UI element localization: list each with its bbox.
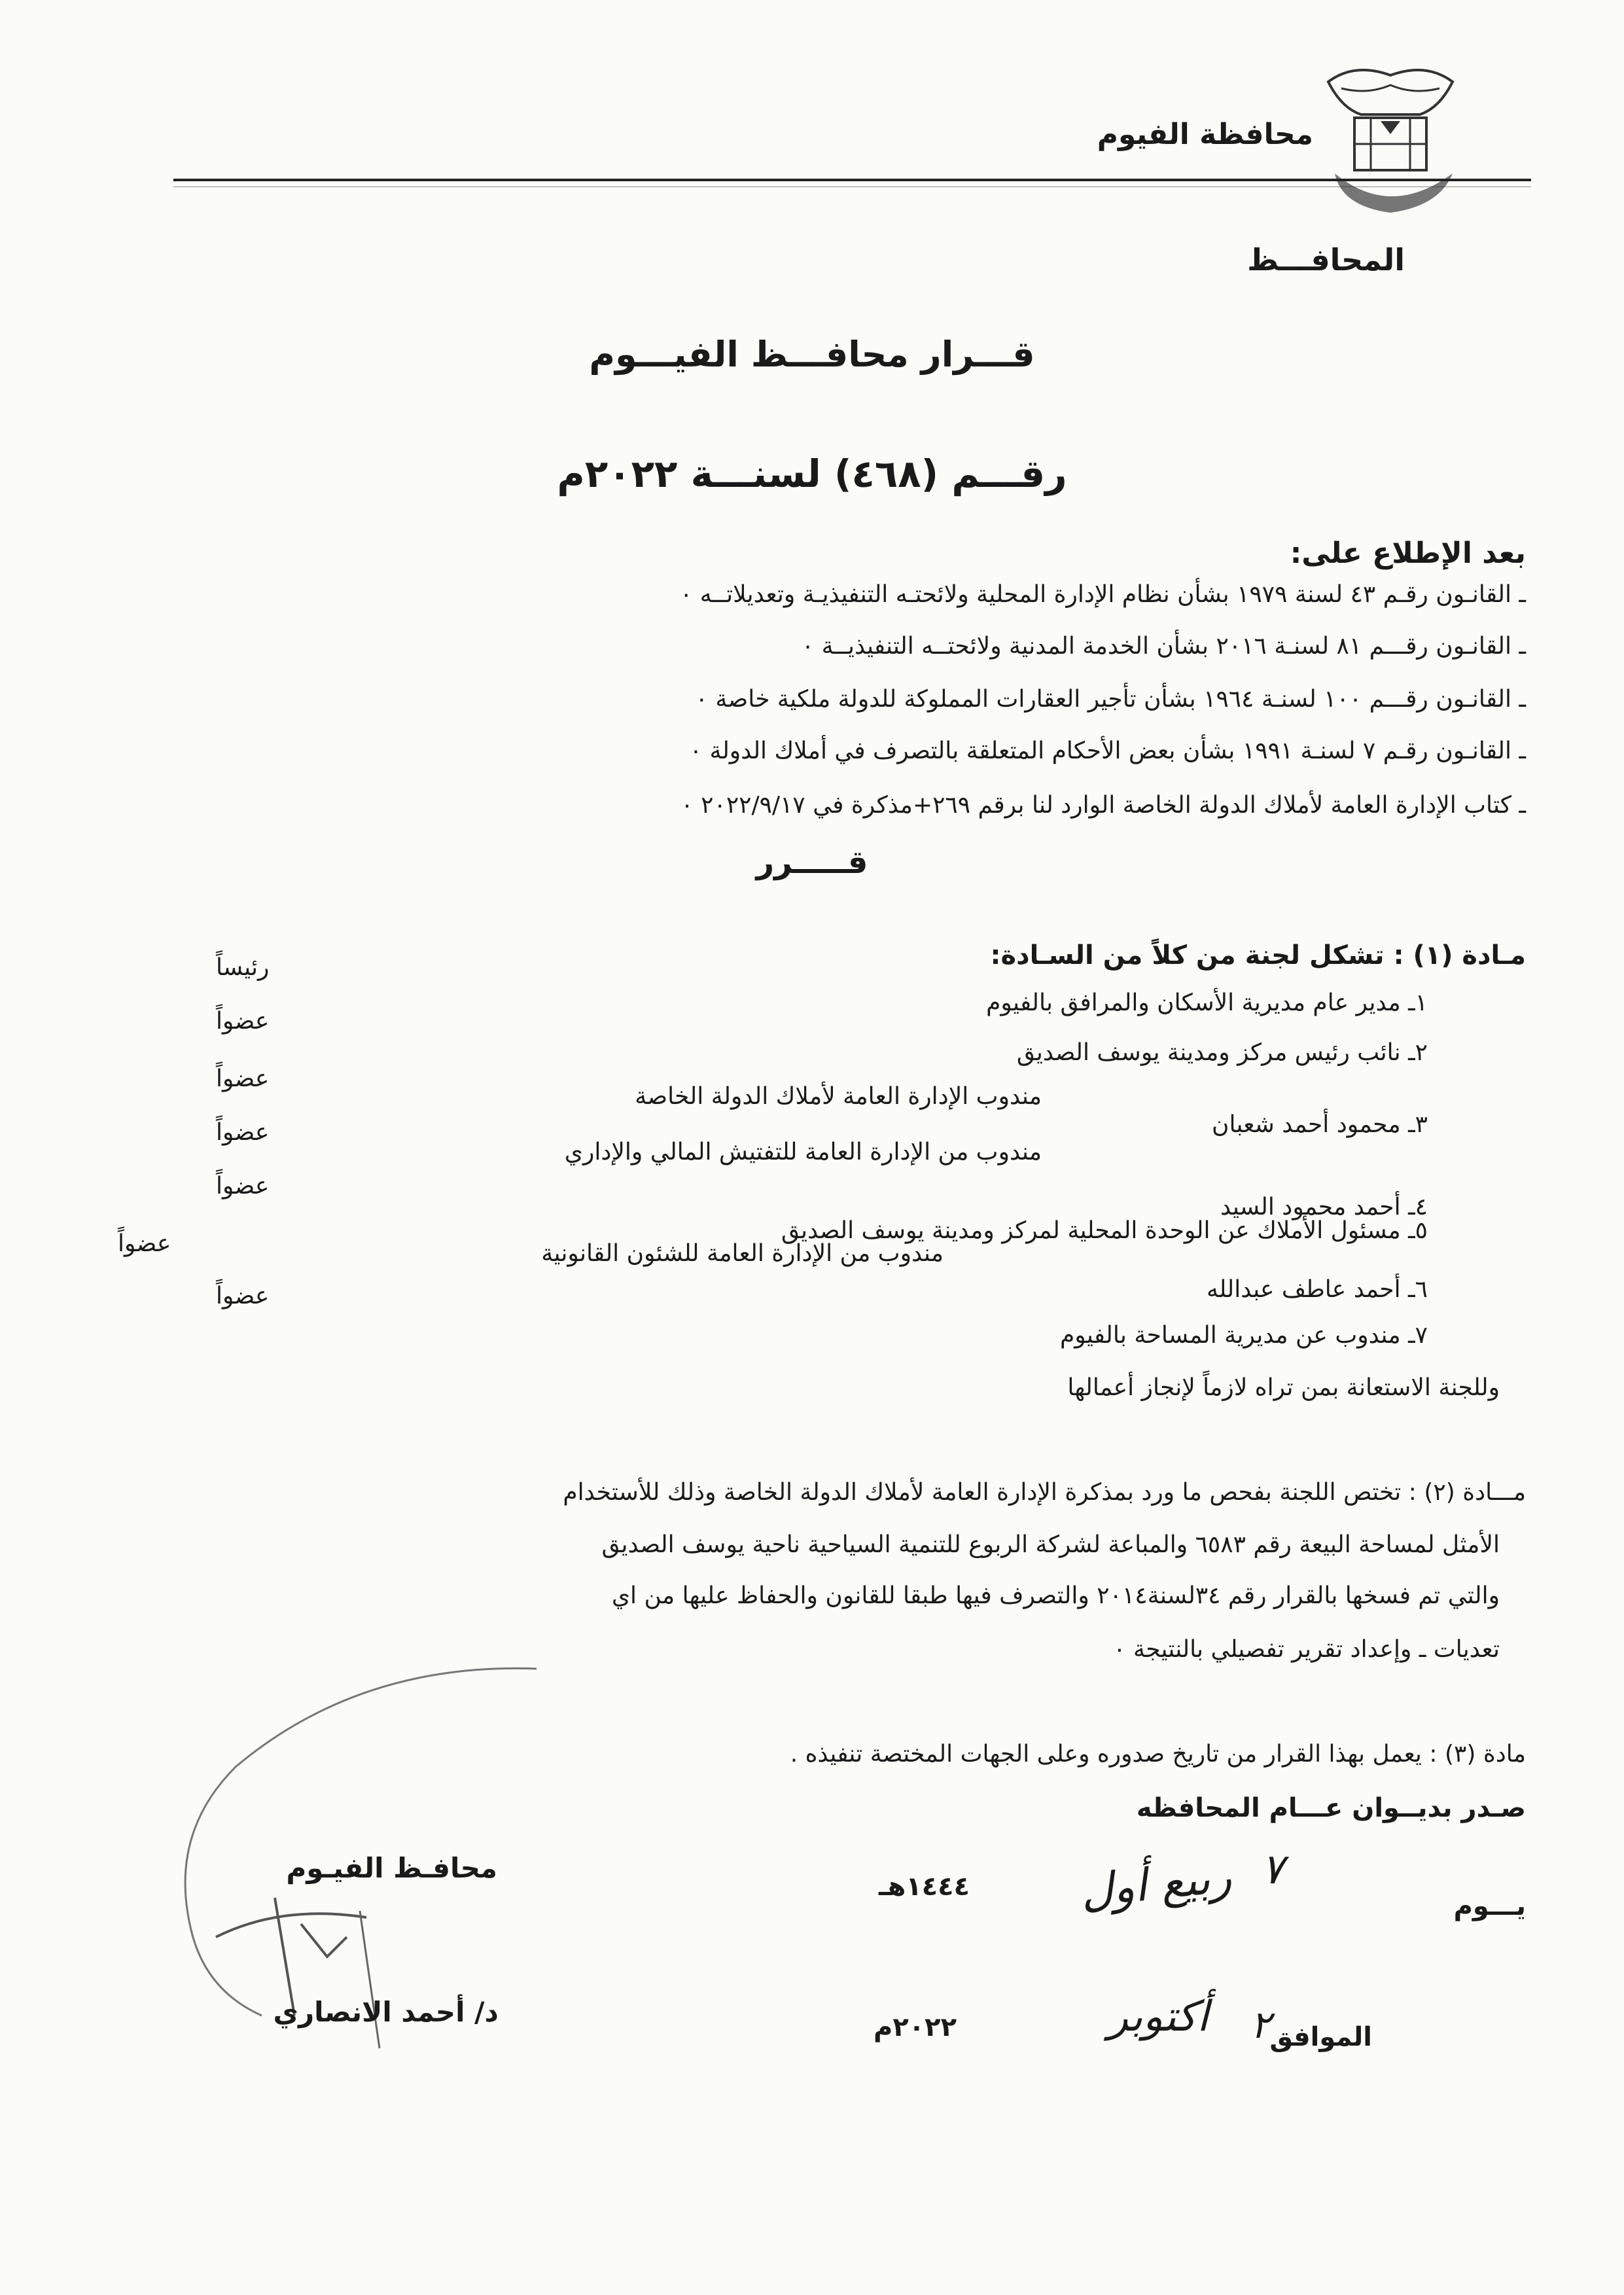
gregorian-day: ٢ [1250,2002,1271,2047]
preamble-item: ـ كتاب الإدارة العامة لأملاك الدولة الخاصة الوارد لنا برقم ٢٦٩+مذكرة في ٢٠٢٢/٩/١٧ ٠ [680,792,1526,819]
member-item: ٣ـ محمود أحمد شعبان [1212,1111,1428,1138]
article2-line: تعديات ـ وإعداد تقرير تفصيلي بالنتيجة ٠ [1113,1636,1500,1663]
member-item: ١ـ مدير عام مديرية الأسكان والمرافق بالفيوم [986,989,1428,1016]
fayoum-emblem-icon [1315,56,1466,219]
member-item: ٤ـ أحمد محمود السيد [1220,1194,1428,1220]
preamble-item: ـ القانـون رقـم ٤٣ لسنة ١٩٧٩ بشأن نظام الإدارة المحلية ولائحتـه التنفيذيـة وتعديلاتــه ٠ [679,581,1526,608]
decree-number: رقـــم (٤٦٨) لسنـــة ٢٠٢٢م [557,452,1067,496]
member-role: عضواً [216,1065,270,1092]
preamble-item: ـ القانـون رقـــم ١٠٠ لسنـة ١٩٦٤ بشأن تأجير العقارات المملوكة للدولة ملكية خاصة ٠ [695,686,1526,713]
hijri-day-label: يـــوم [1453,1891,1526,1921]
gregorian-year: ٢٠٢٢م [874,2012,957,2042]
preamble-heading: بعد الإطلاع على: [1290,537,1526,570]
decree-title: قـــرار محافـــظ الفيـــوم [589,334,1035,375]
signatory-name: د/ أحمد الانصاري [273,1996,499,2028]
article2-line: مـــادة (٢) : تختص اللجنة بفحص ما ورد بمذكرة الإدارة العامة لأملاك الدولة الخاصة وذلك للأستخدام [563,1479,1526,1506]
member-item: ٥ـ مسئول الأملاك عن الوحدة المحلية لمركز ومدينة يوسف الصديق [781,1217,1428,1244]
gregorian-month: أكتوبر [1108,1993,1209,2041]
article2-line: الأمثل لمساحة البيعة رقم ٦٥٨٣ والمباعة لشركة الربوع للتنمية السياحية ناحية يوسف الصديق [601,1531,1500,1558]
issued-at: صـدر بديــوان عـــام المحافظه [1136,1793,1526,1823]
office-title: المحافـــظ [1247,242,1405,277]
member-role: عضواً [216,1008,270,1035]
governorate-name: محافظة الفيوم [1097,118,1313,151]
delegate-note: مندوب من الإدارة العامة للشئون القانونية [541,1240,944,1267]
member-role: عضواً [118,1230,171,1257]
member-item: ٦ـ أحمد عاطف عبدالله [1207,1276,1428,1303]
preamble-item: ـ القانـون رقـم ٧ لسنـة ١٩٩١ بشأن بعض الأحكام المتعلقة بالتصرف في أملاك الدولة ٠ [689,738,1526,764]
member-item: ٢ـ نائب رئيس مركز ومدينة يوسف الصديق [1016,1039,1428,1066]
article1-heading: مـادة (١) : تشكل لجنة من كلاً من السـادة: [990,940,1526,970]
member-role: عضواً [216,1119,270,1146]
signatory-title: محافـظ الفيـوم [286,1852,497,1884]
article1-closing: وللجنة الاستعانة بمن تراه لازماً لإنجاز أعمالها [1067,1374,1500,1401]
member-role: عضواً [216,1173,270,1200]
preamble-item: ـ القانـون رقـــم ٨١ لسنـة ٢٠١٦ بشأن الخدمة المدنية ولائحتــه التنفيذيــة ٠ [801,633,1526,660]
hijri-day: ٧ [1261,1845,1284,1894]
member-role: عضواً [216,1283,270,1309]
member-item: ٧ـ مندوب عن مديرية المساحة بالفيوم [1059,1322,1428,1349]
delegate-note: مندوب من الإدارة العامة للتفتيش المالي والإداري [564,1139,1042,1165]
delegate-note: مندوب الإدارة العامة لأملاك الدولة الخاصة [635,1083,1042,1110]
hijri-month: ربيع أول [1078,1851,1234,1918]
hijri-year: ١٤٤٤هـ [878,1872,970,1902]
header-divider [173,179,1531,181]
gregorian-label: الموافق [1269,2022,1372,2052]
article2-line: والتي تم فسخها بالقرار رقم ٣٤لسنة٢٠١٤ والتصرف فيها طبقا للقانون والحفاظ عليها من اي [611,1582,1500,1609]
member-role: رئيساً [216,954,270,981]
decision-word: قـــــرر [756,844,868,881]
article3-text: مادة (٣) : يعمل بهذا القرار من تاريخ صدوره وعلى الجهات المختصة تنفيذه . [790,1741,1526,1768]
